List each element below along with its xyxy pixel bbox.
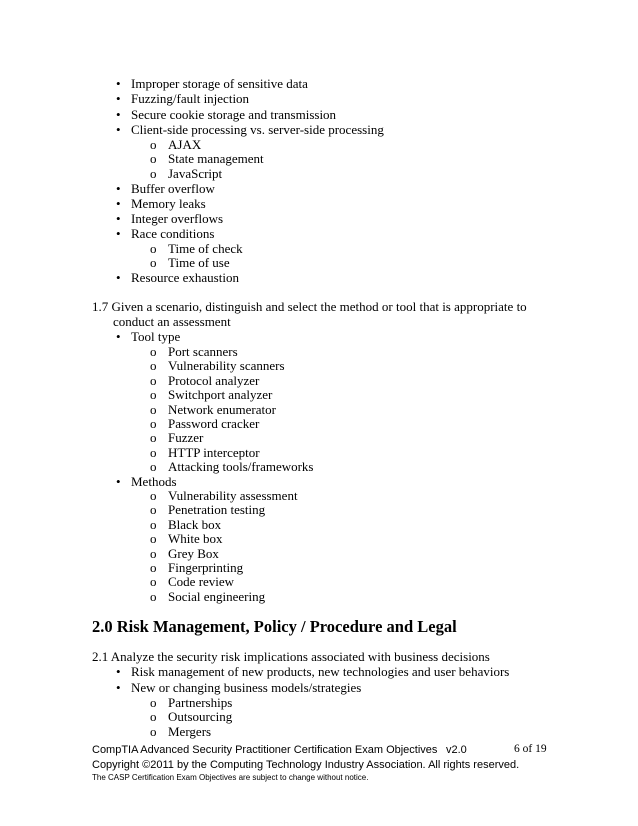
sub-bullet-marker: o	[150, 151, 157, 166]
sub-list-item: HTTP interceptor	[168, 444, 260, 460]
sub-list-item: Switchport analyzer	[168, 387, 273, 403]
sub-bullet-marker: o	[150, 488, 157, 503]
sub-list-item: State management	[168, 151, 264, 166]
sub-list-item: JavaScript	[168, 166, 223, 181]
footer-notice: The CASP Certification Exam Objectives are subject to change without notice.	[92, 773, 369, 782]
list-item: Methods	[131, 474, 177, 489]
sub-bullet-marker: o	[150, 724, 157, 739]
sub-bullet-marker: o	[150, 560, 157, 575]
bullet-marker: •	[116, 107, 121, 122]
sub-bullet-marker: o	[150, 545, 157, 561]
sub-bullet-marker: o	[150, 387, 157, 403]
bullet-marker: •	[116, 664, 121, 679]
sub-bullet-marker: o	[150, 137, 157, 152]
sub-bullet-marker: o	[150, 695, 157, 710]
page-number: 6 of 19	[514, 743, 547, 755]
sub-list-item: Time of use	[168, 255, 230, 270]
section-heading: 2.0 Risk Management, Policy / Procedure and Legal	[92, 617, 457, 636]
objective-heading: 2.1 Analyze the security risk implications associated with business decisions	[92, 649, 490, 664]
list-item: Integer overflows	[131, 211, 224, 226]
sub-list-item: Social engineering	[168, 588, 266, 604]
list-item: Improper storage of sensitive data	[131, 76, 308, 91]
sub-bullet-marker: o	[150, 502, 157, 518]
sub-list-item: Network enumerator	[168, 401, 276, 417]
sub-list-item: Vulnerability scanners	[168, 358, 285, 374]
sub-list-item: Time of check	[168, 241, 243, 256]
sub-list-item: Fuzzer	[168, 430, 204, 446]
sub-list-item: Partnerships	[168, 695, 233, 710]
list-item: Secure cookie storage and transmission	[131, 107, 337, 122]
bullet-marker: •	[116, 680, 121, 695]
sub-bullet-marker: o	[150, 574, 157, 590]
sub-bullet-marker: o	[150, 344, 157, 359]
sub-bullet-marker: o	[150, 255, 157, 270]
sub-list-item: Grey Box	[168, 545, 219, 561]
objective-heading-cont: conduct an assessment	[113, 314, 231, 329]
bullet-marker: •	[116, 76, 121, 91]
sub-bullet-marker: o	[150, 372, 157, 388]
list-item: Memory leaks	[131, 196, 206, 211]
list-item: Risk management of new products, new technologies and user behaviors	[131, 664, 510, 679]
sub-bullet-marker: o	[150, 459, 157, 475]
sub-bullet-marker: o	[150, 588, 157, 604]
sub-bullet-marker: o	[150, 358, 157, 374]
list-item: New or changing business models/strategies	[131, 680, 362, 695]
list-item: Tool type	[131, 329, 181, 344]
sub-list-item: Black box	[168, 516, 222, 532]
sub-bullet-marker: o	[150, 516, 157, 532]
bullet-marker: •	[116, 122, 121, 137]
sub-list-item: Penetration testing	[168, 502, 266, 518]
footer-copyright: Copyright ©2011 by the Computing Technology Industry Association. All rights reserved.	[92, 759, 520, 771]
footer-title: CompTIA Advanced Security Practitioner Certification Exam Objectives	[92, 744, 438, 756]
bullet-marker: •	[116, 270, 121, 285]
sub-list-item: Vulnerability assessment	[168, 488, 298, 503]
sub-list-item: Attacking tools/frameworks	[168, 459, 314, 475]
bullet-marker: •	[116, 181, 121, 196]
sub-list-item: Port scanners	[168, 344, 238, 359]
sub-list-item: AJAX	[168, 137, 202, 152]
list-item: Resource exhaustion	[131, 270, 239, 285]
sub-list-item: Code review	[168, 574, 235, 590]
sub-list-item: White box	[168, 531, 223, 547]
list-item: Fuzzing/fault injection	[131, 91, 250, 106]
sub-bullet-marker: o	[150, 166, 157, 181]
bullet-marker: •	[116, 474, 121, 489]
sub-list-item: Protocol analyzer	[168, 372, 260, 388]
sub-bullet-marker: o	[150, 444, 157, 460]
sub-bullet-marker: o	[150, 241, 157, 256]
footer-version: v2.0	[446, 744, 467, 756]
sub-bullet-marker: o	[150, 401, 157, 417]
bullet-marker: •	[116, 196, 121, 211]
sub-list-item: Fingerprinting	[168, 560, 244, 575]
sub-bullet-marker: o	[150, 430, 157, 446]
sub-bullet-marker: o	[150, 709, 157, 724]
sub-bullet-marker: o	[150, 416, 157, 431]
sub-list-item: Mergers	[168, 724, 212, 739]
list-item: Buffer overflow	[131, 181, 215, 196]
bullet-marker: •	[116, 211, 121, 226]
bullet-marker: •	[116, 329, 121, 344]
sub-list-item: Outsourcing	[168, 709, 233, 724]
bullet-marker: •	[116, 226, 121, 241]
bullet-marker: •	[116, 91, 121, 106]
list-item: Client-side processing vs. server-side processing	[131, 122, 384, 137]
sub-list-item: Password cracker	[168, 416, 260, 431]
sub-bullet-marker: o	[150, 531, 157, 547]
objective-heading: 1.7 Given a scenario, distinguish and select the method or tool that is appropriate to	[92, 299, 527, 314]
list-item: Race conditions	[131, 226, 215, 241]
